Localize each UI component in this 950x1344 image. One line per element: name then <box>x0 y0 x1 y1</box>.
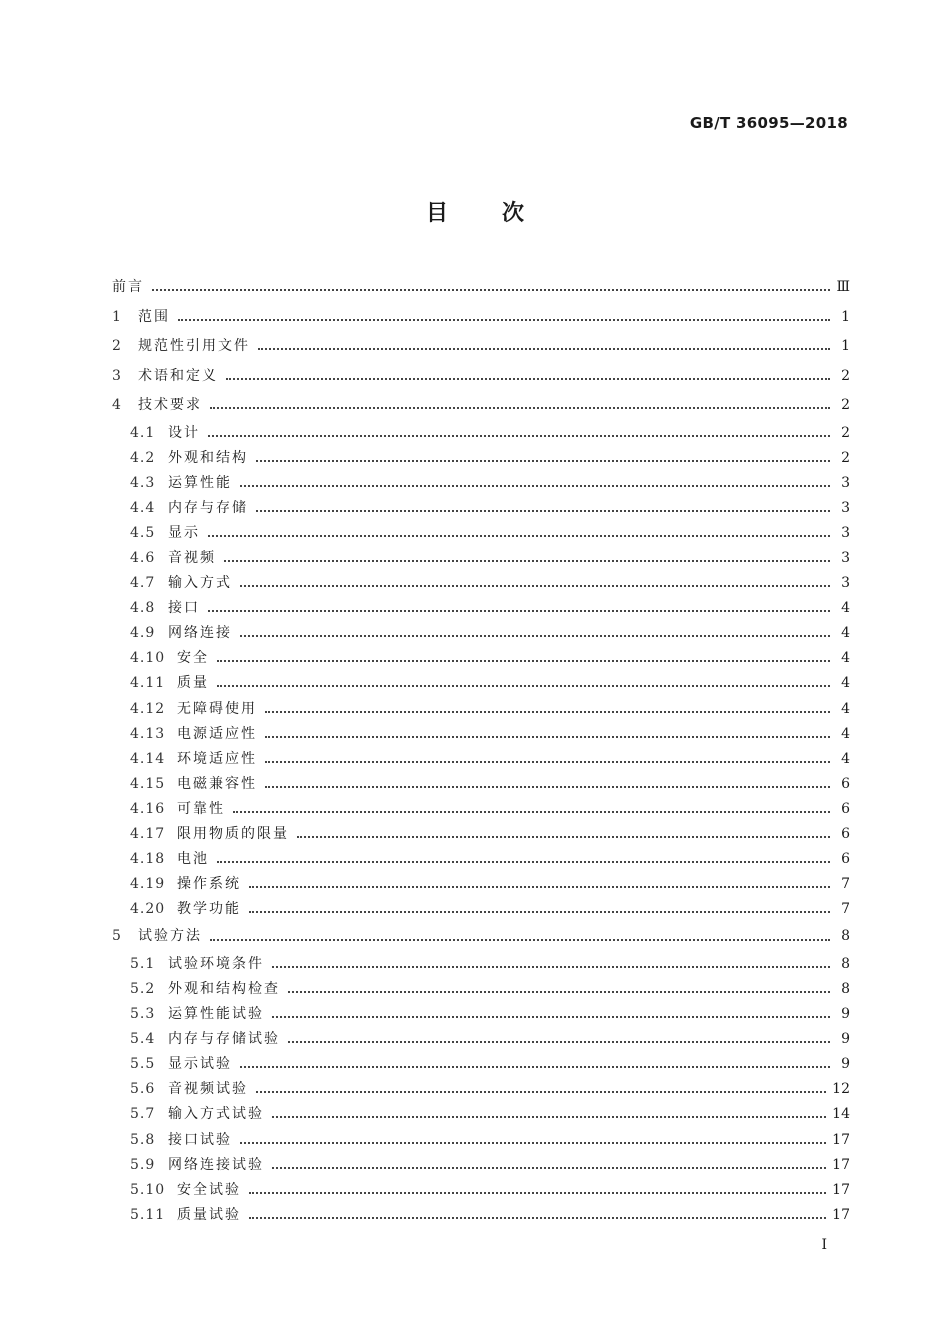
toc-entry-title: 操作系统 <box>177 876 241 893</box>
toc-entry-number: 4.3 <box>130 474 156 491</box>
toc-entry-page: 4 <box>841 725 850 742</box>
toc-entry[interactable] <box>112 521 850 546</box>
toc-entry-title: 质量试验 <box>177 1206 241 1223</box>
toc-entry-title: 电源适应性 <box>177 725 257 742</box>
toc-leader-dots <box>240 1141 826 1144</box>
toc-entry-page: 4 <box>841 750 850 767</box>
toc-entry-page: 12 <box>832 1081 850 1098</box>
toc-entry-title: 显示 <box>168 524 200 541</box>
table-of-contents <box>112 273 850 1228</box>
toc-leader-dots <box>152 288 830 291</box>
toc-entry-title: 无障碍使用 <box>177 700 257 717</box>
toc-leader-dots <box>240 1065 830 1068</box>
toc-entry[interactable] <box>112 273 850 303</box>
toc-entry-page: 2 <box>841 449 850 466</box>
toc-entry[interactable] <box>112 621 850 646</box>
toc-entry-title: 试验方法 <box>138 928 202 945</box>
toc-entry-page: 3 <box>841 474 850 491</box>
toc-entry-page: 3 <box>841 549 850 566</box>
toc-entry-number: 5.9 <box>130 1156 156 1173</box>
toc-entry[interactable] <box>112 922 850 952</box>
toc-entry-title: 试验环境条件 <box>168 955 264 972</box>
toc-entry-page: 7 <box>841 901 850 918</box>
toc-entry-page: 9 <box>841 1056 850 1073</box>
toc-entry-title: 电池 <box>177 851 209 868</box>
toc-entry-page: 8 <box>841 955 850 972</box>
toc-leader-dots <box>256 509 830 512</box>
toc-entry[interactable] <box>112 1002 850 1027</box>
toc-entry-title: 质量 <box>177 675 209 692</box>
toc-entry-number: 5.7 <box>130 1106 156 1123</box>
toc-entry[interactable] <box>112 1102 850 1127</box>
toc-entry-title: 内存与存储 <box>168 499 248 516</box>
toc-entry-number: 5.4 <box>130 1031 156 1048</box>
toc-entry-title: 运算性能试验 <box>168 1006 264 1023</box>
toc-entry[interactable] <box>112 446 850 471</box>
toc-leader-dots <box>210 938 830 941</box>
toc-entry-page: 6 <box>841 851 850 868</box>
toc-entry-page: 1 <box>841 338 850 354</box>
toc-entry-number: 4.2 <box>130 449 156 466</box>
toc-entry[interactable] <box>112 977 850 1002</box>
toc-entry[interactable] <box>112 671 850 696</box>
toc-entry-title: 限用物质的限量 <box>177 826 289 842</box>
toc-leader-dots <box>178 318 830 321</box>
toc-leader-dots <box>224 559 830 562</box>
toc-entry[interactable] <box>112 847 850 872</box>
toc-entry-page: 17 <box>832 1131 850 1148</box>
toc-leader-dots <box>288 1040 830 1043</box>
toc-entry-number: 1 <box>112 308 122 325</box>
toc-entry-page: 17 <box>832 1156 850 1173</box>
toc-entry-number: 4.15 <box>130 775 166 792</box>
toc-entry-number: 4.13 <box>130 725 166 742</box>
toc-leader-dots <box>233 810 830 813</box>
toc-entry-title: 音视频试验 <box>168 1081 248 1098</box>
toc-entry-number: 5.3 <box>130 1006 156 1023</box>
toc-entry[interactable] <box>112 1077 850 1102</box>
toc-entry-page: 2 <box>841 424 850 441</box>
toc-entry-page: 3 <box>841 499 850 516</box>
toc-leader-dots <box>272 1015 830 1018</box>
toc-entry[interactable] <box>112 496 850 521</box>
toc-entry-title: 安全 <box>177 650 209 667</box>
toc-entry-title: 运算性能 <box>168 474 232 491</box>
toc-entry-page: 4 <box>841 675 850 692</box>
toc-entry-title: 输入方式试验 <box>168 1106 264 1123</box>
toc-leader-dots <box>208 609 830 612</box>
toc-entry[interactable] <box>112 1027 850 1052</box>
toc-leader-dots <box>265 735 830 738</box>
page-title-char-1: 目 <box>425 201 448 226</box>
toc-entry-title: 技术要求 <box>138 397 202 413</box>
toc-entry-page: 9 <box>841 1031 850 1048</box>
toc-entry-title: 规范性引用文件 <box>138 338 250 354</box>
toc-entry-title: 前言 <box>112 279 144 295</box>
toc-entry-page: 4 <box>841 700 850 717</box>
toc-entry-page: 3 <box>841 575 850 592</box>
toc-entry-page: Ⅲ <box>836 279 850 295</box>
toc-entry-title: 范围 <box>138 308 170 325</box>
toc-entry-number: 2 <box>112 338 122 354</box>
toc-entry-page: 4 <box>841 600 850 617</box>
toc-entry-number: 4.14 <box>130 750 166 767</box>
toc-entry[interactable] <box>112 872 850 897</box>
toc-entry-number: 5.8 <box>130 1131 156 1148</box>
toc-entry[interactable] <box>112 1178 850 1203</box>
toc-entry-number: 5.11 <box>130 1206 166 1223</box>
toc-leader-dots <box>297 835 830 838</box>
toc-entry[interactable] <box>112 303 850 333</box>
toc-entry-title: 外观和结构检查 <box>168 980 280 997</box>
toc-leader-dots <box>265 785 830 788</box>
toc-entry-number: 5.1 <box>130 955 156 972</box>
toc-entry-number: 4.4 <box>130 499 156 516</box>
toc-leader-dots <box>272 1166 826 1169</box>
toc-entry-number: 4.9 <box>130 625 156 642</box>
toc-entry-number: 4.5 <box>130 524 156 541</box>
toc-entry-number: 5.2 <box>130 980 156 997</box>
toc-entry-number: 4.11 <box>130 675 166 692</box>
toc-entry-page: 6 <box>841 775 850 792</box>
toc-entry[interactable] <box>112 362 850 392</box>
toc-entry[interactable] <box>112 391 850 421</box>
toc-leader-dots <box>226 377 830 380</box>
toc-entry-page: 4 <box>841 650 850 667</box>
toc-entry-title: 教学功能 <box>177 901 241 918</box>
toc-entry-number: 4.16 <box>130 800 166 817</box>
toc-leader-dots <box>272 1115 826 1118</box>
toc-entry-number: 4.12 <box>130 700 166 717</box>
toc-leader-dots <box>265 760 830 763</box>
toc-entry[interactable] <box>112 952 850 977</box>
toc-entry-page: 8 <box>841 980 850 997</box>
toc-entry-number: 5.10 <box>130 1181 166 1198</box>
toc-entry-title: 接口 <box>168 600 200 617</box>
toc-entry-page: 2 <box>841 397 850 413</box>
toc-entry-title: 可靠性 <box>177 800 225 817</box>
toc-entry-title: 音视频 <box>168 549 216 566</box>
toc-entry-number: 4 <box>112 397 122 413</box>
toc-entry-number: 4.8 <box>130 600 156 617</box>
toc-entry[interactable] <box>112 546 850 571</box>
toc-entry-number: 4.6 <box>130 549 156 566</box>
toc-leader-dots <box>208 534 830 537</box>
toc-entry-title: 网络连接 <box>168 625 232 642</box>
toc-entry-title: 电磁兼容性 <box>177 775 257 792</box>
toc-entry-number: 5.6 <box>130 1081 156 1098</box>
toc-entry-page: 2 <box>841 367 850 384</box>
toc-entry-title: 安全试验 <box>177 1181 241 1198</box>
toc-leader-dots <box>210 406 830 409</box>
toc-entry-number: 4.7 <box>130 575 156 592</box>
toc-entry[interactable] <box>112 1153 850 1178</box>
toc-entry[interactable] <box>112 722 850 747</box>
toc-leader-dots <box>258 347 830 350</box>
toc-entry-title: 外观和结构 <box>168 449 248 466</box>
toc-leader-dots <box>208 434 830 437</box>
toc-entry-title: 内存与存储试验 <box>168 1031 280 1048</box>
toc-leader-dots <box>272 965 830 968</box>
toc-entry[interactable] <box>112 1052 850 1077</box>
page-folio: I <box>821 1237 827 1253</box>
toc-leader-dots <box>240 584 830 587</box>
toc-entry-number: 4.1 <box>130 424 156 441</box>
toc-entry[interactable] <box>112 596 850 621</box>
toc-leader-dots <box>256 459 830 462</box>
toc-entry-number: 4.20 <box>130 901 166 918</box>
toc-entry-title: 术语和定义 <box>138 367 218 384</box>
toc-entry-page: 17 <box>832 1181 850 1198</box>
toc-entry-page: 1 <box>841 308 850 325</box>
toc-leader-dots <box>265 710 830 713</box>
toc-entry[interactable] <box>112 772 850 797</box>
toc-leader-dots <box>217 659 830 662</box>
page-title <box>0 196 950 227</box>
toc-entry-number: 4.19 <box>130 876 166 893</box>
toc-leader-dots <box>217 684 830 687</box>
toc-entry-page: 17 <box>832 1206 850 1223</box>
toc-leader-dots <box>249 1216 826 1219</box>
toc-entry[interactable] <box>112 332 850 362</box>
toc-entry-number: 3 <box>112 367 122 384</box>
toc-entry-title: 显示试验 <box>168 1056 232 1073</box>
toc-leader-dots <box>249 885 830 888</box>
toc-entry[interactable] <box>112 747 850 772</box>
toc-leader-dots <box>256 1090 826 1093</box>
toc-entry[interactable] <box>112 571 850 596</box>
toc-entry-page: 14 <box>832 1106 850 1123</box>
toc-entry-number: 5 <box>112 928 122 945</box>
toc-leader-dots <box>288 990 830 993</box>
toc-entry-number: 5.5 <box>130 1056 156 1073</box>
toc-entry[interactable] <box>112 1128 850 1153</box>
toc-leader-dots <box>217 860 830 863</box>
toc-entry-page: 6 <box>841 800 850 817</box>
toc-entry-page: 6 <box>841 826 850 842</box>
toc-entry[interactable] <box>112 646 850 671</box>
standard-code: GB/T 36095—2018 <box>689 114 848 132</box>
toc-entry[interactable] <box>112 797 850 822</box>
toc-leader-dots <box>240 634 830 637</box>
toc-entry-title: 网络连接试验 <box>168 1156 264 1173</box>
toc-entry[interactable] <box>112 421 850 446</box>
page-title-char-2: 次 <box>502 201 525 226</box>
toc-entry-title: 输入方式 <box>168 575 232 592</box>
toc-entry[interactable] <box>112 897 850 922</box>
toc-entry-number: 4.10 <box>130 650 166 667</box>
toc-entry-page: 9 <box>841 1006 850 1023</box>
toc-entry[interactable] <box>112 471 850 496</box>
toc-entry-number: 4.17 <box>130 826 166 842</box>
toc-entry-page: 8 <box>841 928 850 945</box>
toc-entry-page: 7 <box>841 876 850 893</box>
toc-leader-dots <box>249 1191 826 1194</box>
toc-entry-title: 环境适应性 <box>177 750 257 767</box>
toc-entry[interactable] <box>112 822 850 847</box>
toc-entry-title: 接口试验 <box>168 1131 232 1148</box>
toc-entry-number: 4.18 <box>130 851 166 868</box>
toc-leader-dots <box>249 910 830 913</box>
toc-entry-page: 3 <box>841 524 850 541</box>
toc-entry-page: 4 <box>841 625 850 642</box>
toc-entry[interactable] <box>112 1203 850 1228</box>
toc-entry-title: 设计 <box>168 424 200 441</box>
toc-entry[interactable] <box>112 697 850 722</box>
toc-leader-dots <box>240 484 830 487</box>
